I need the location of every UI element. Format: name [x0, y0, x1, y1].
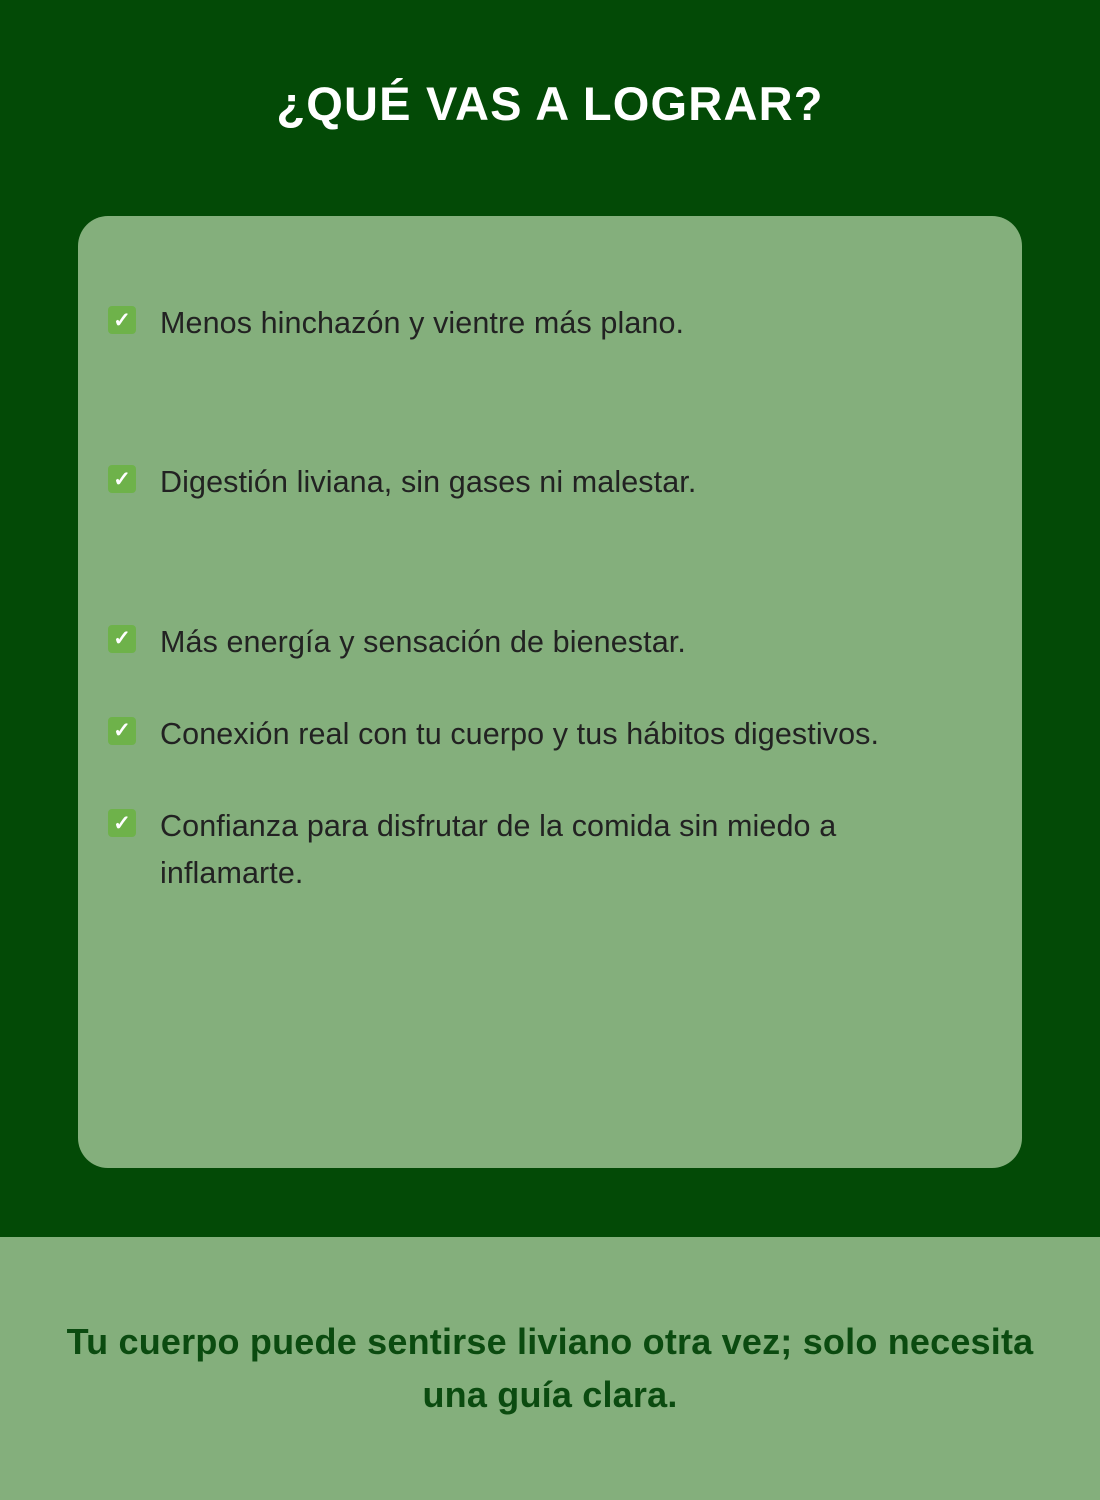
list-item-label: Digestión liviana, sin gases ni malestar. [160, 465, 697, 500]
list-item-label: Conexión real con tu cuerpo y tus hábitos digestivos. [160, 716, 880, 751]
page-title: ¿QUÉ VAS A LOGRAR? [276, 77, 824, 130]
list-item [108, 619, 968, 666]
check-icon: ✓ [108, 465, 136, 493]
check-icon-wrap [108, 465, 160, 493]
check-icon-wrap [108, 717, 160, 745]
list-item-label: Más energía y sensación de bienestar. [160, 624, 686, 659]
list-item [108, 803, 968, 898]
footer-text: Tu cuerpo puede sentirse liviano otra vez; solo necesita una guía clara. [66, 1321, 1034, 1415]
check-icon: ✓ [108, 717, 136, 745]
check-icon: ✓ [108, 625, 136, 653]
list-item [108, 711, 968, 758]
check-icon-wrap [108, 306, 160, 334]
check-icon-wrap [108, 809, 160, 837]
check-icon-wrap [108, 625, 160, 653]
footer-banner [0, 1237, 1100, 1500]
check-icon: ✓ [108, 306, 136, 334]
check-icon: ✓ [108, 809, 136, 837]
list-item [108, 300, 968, 347]
list-item-label: Confianza para disfrutar de la comida sin miedo a inflamarte. [160, 809, 837, 891]
benefits-card [78, 216, 1022, 1168]
list-item [108, 459, 968, 506]
benefits-list [78, 216, 1022, 898]
list-item-label: Menos hinchazón y vientre más plano. [160, 306, 685, 340]
